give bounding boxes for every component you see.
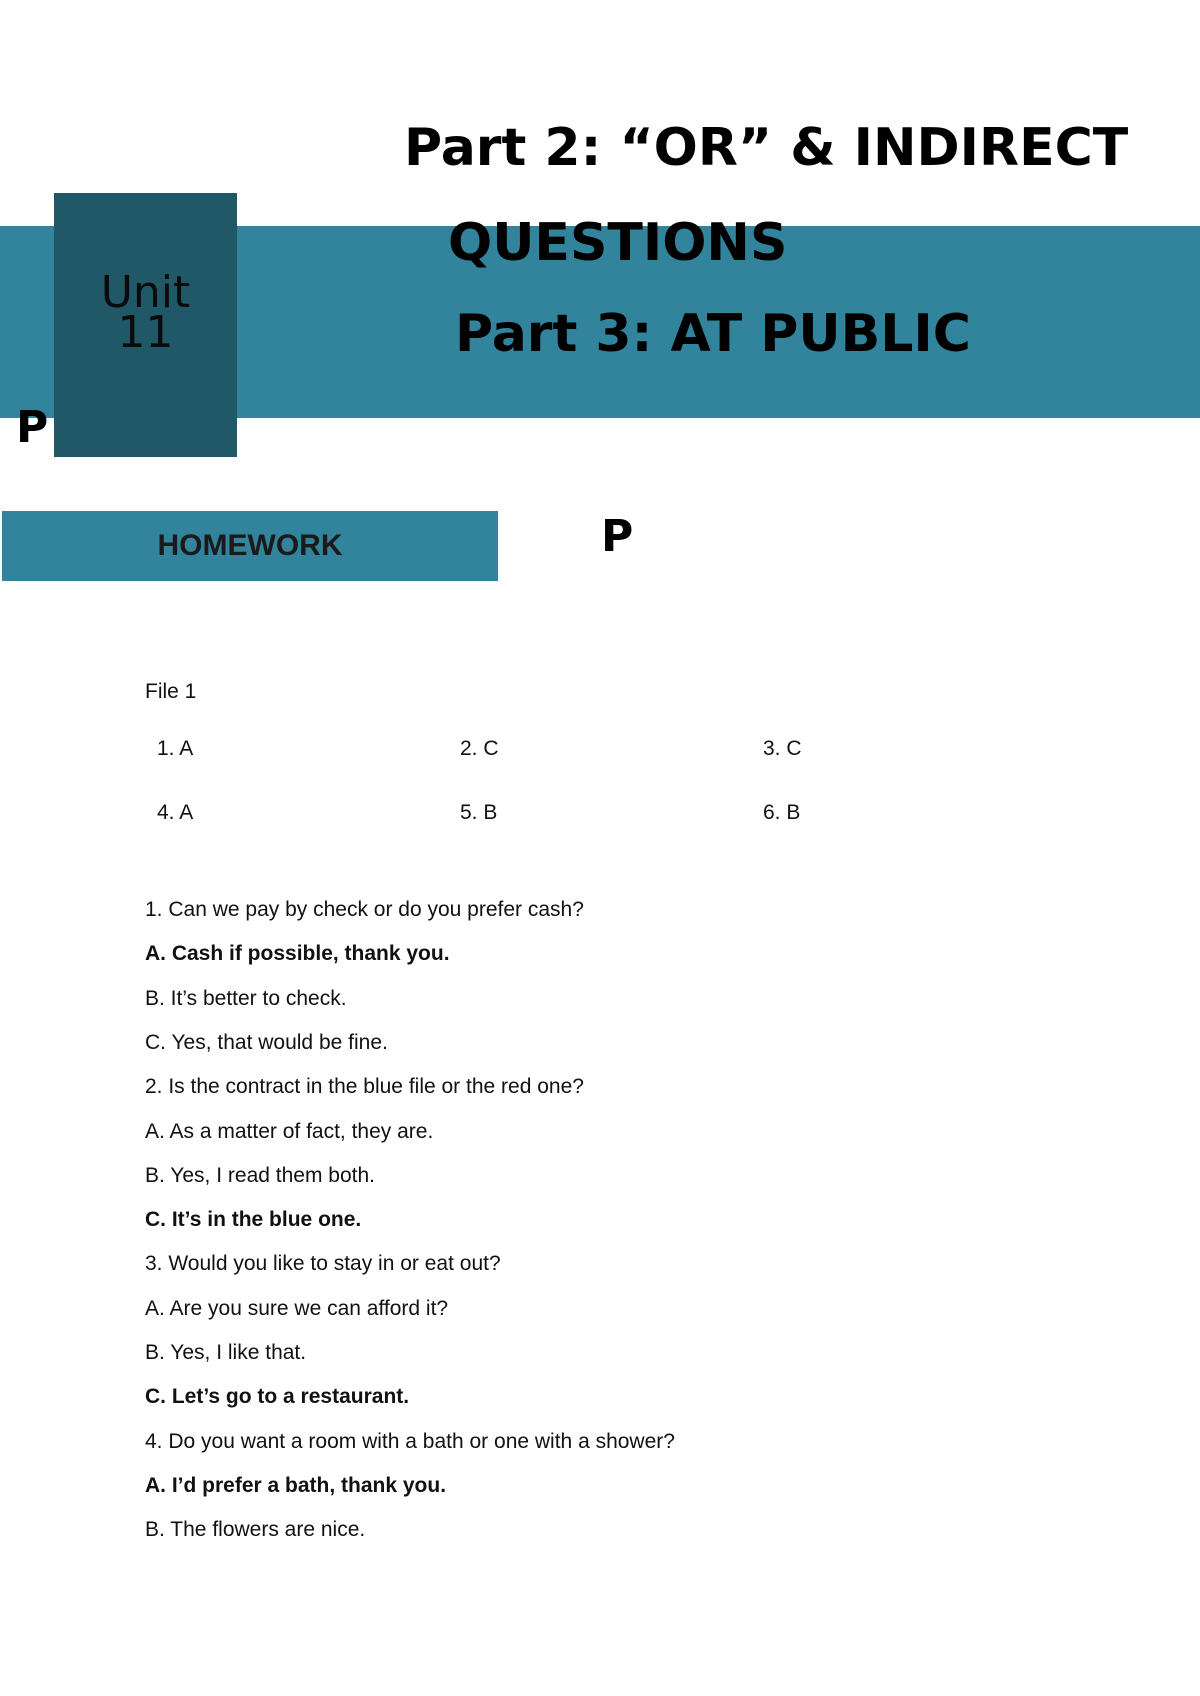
question-line: C. It’s in the blue one.: [145, 1208, 362, 1231]
answer-item: 2. C: [460, 737, 499, 760]
unit-badge: [54, 193, 237, 457]
answer-item: 6. B: [763, 801, 801, 824]
unit-number: 11: [117, 307, 174, 358]
question-line: C. Yes, that would be fine.: [145, 1031, 388, 1054]
question-line: A. As a matter of fact, they are.: [145, 1120, 434, 1143]
answer-item: 4. A: [157, 801, 194, 824]
stray-letter-left: P: [16, 402, 49, 453]
question-line: 1. Can we pay by check or do you prefer cash?: [145, 898, 584, 921]
question-line: A. Cash if possible, thank you.: [145, 942, 450, 965]
question-line: A. Are you sure we can afford it?: [145, 1297, 449, 1320]
question-line: B. Yes, I like that.: [145, 1341, 307, 1364]
question-line: 4. Do you want a room with a bath or one with a shower?: [145, 1430, 675, 1453]
answer-item: 1. A: [157, 737, 194, 760]
question-line: 2. Is the contract in the blue file or the red one?: [145, 1075, 584, 1098]
question-line: 3. Would you like to stay in or eat out?: [145, 1252, 501, 1275]
question-line: C. Let’s go to a restaurant.: [145, 1385, 410, 1408]
title-line-3: Part 3: AT PUBLIC: [455, 304, 971, 364]
title-line-1: Part 2: “OR” & INDIRECT: [404, 118, 1129, 178]
question-line: B. Yes, I read them both.: [145, 1164, 375, 1187]
question-line: B. The flowers are nice.: [145, 1518, 366, 1541]
unit-word: Unit: [100, 267, 191, 318]
file-label: File 1: [145, 680, 197, 703]
homework-banner: [2, 511, 498, 581]
question-line: A. I’d prefer a bath, thank you.: [145, 1474, 447, 1497]
question-line: B. It’s better to check.: [145, 987, 347, 1010]
stray-letter-right: P: [601, 511, 634, 562]
answer-item: 3. C: [763, 737, 802, 760]
answer-item: 5. B: [460, 801, 498, 824]
homework-label: HOMEWORK: [157, 529, 343, 562]
title-line-2: QUESTIONS: [448, 213, 788, 273]
